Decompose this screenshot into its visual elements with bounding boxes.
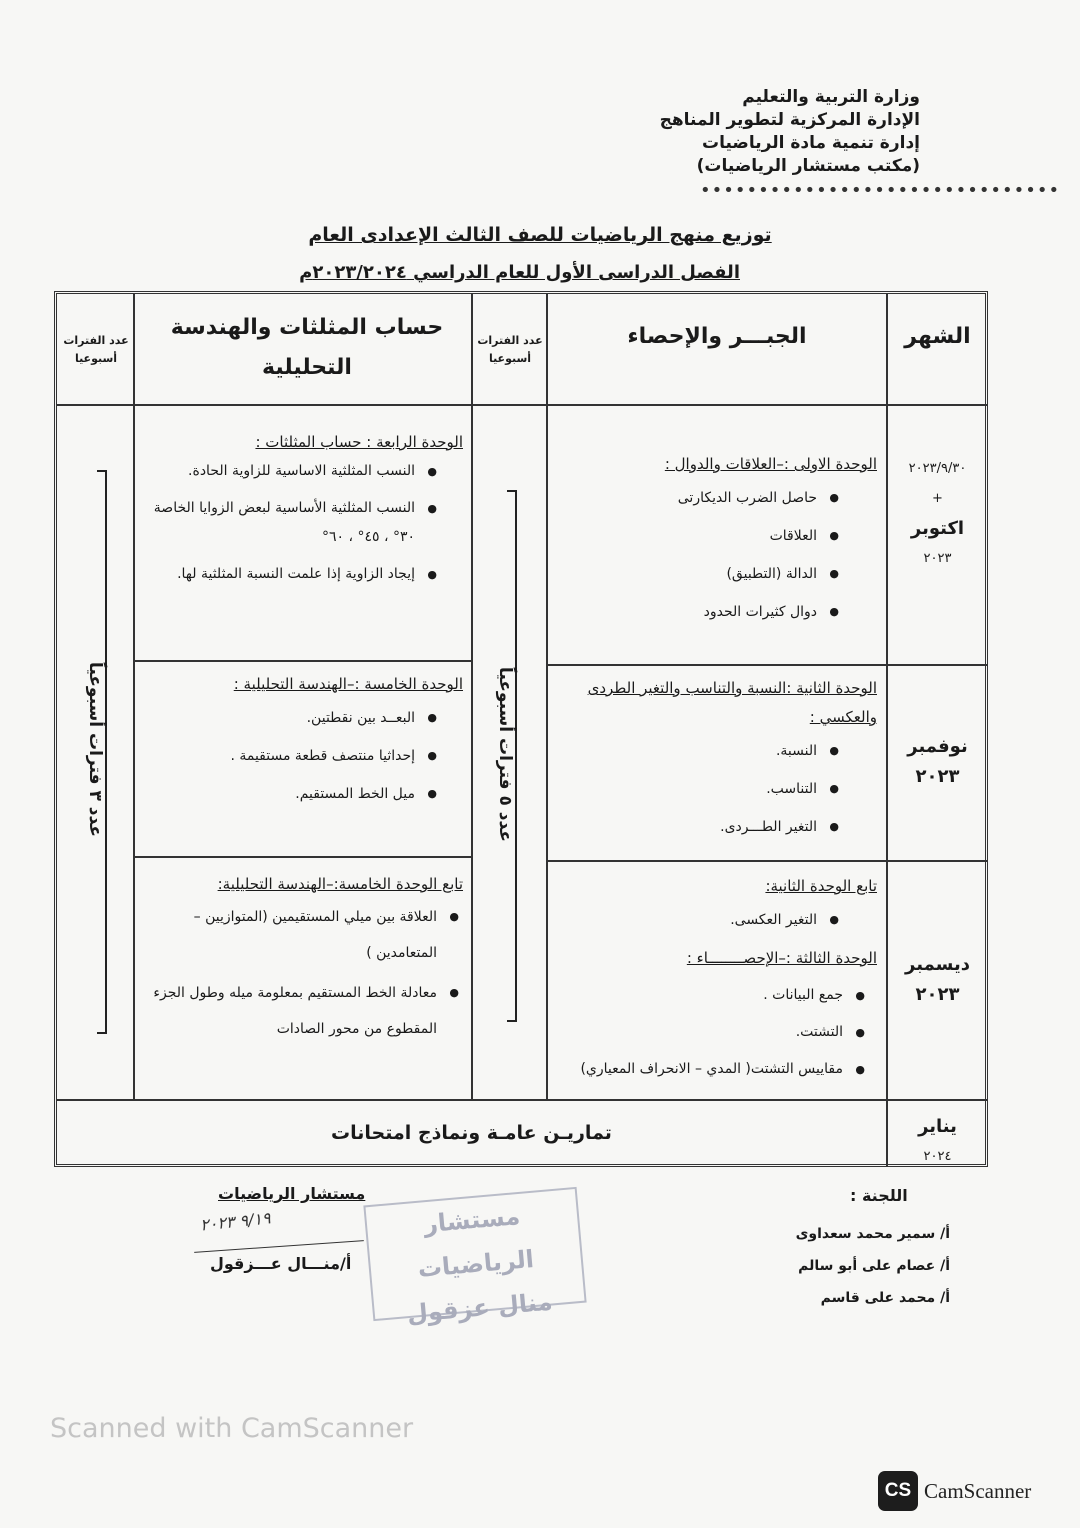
weeks-geometry: عدد ٣ فترات أسبوعياً [85,661,105,837]
unit-title-2: الوحدة الثالثة :–الإحصــــــــاء : [686,949,877,967]
geometry-unit-5-cont [141,870,463,1047]
list-item: ● دوال كثيرات الحدود [557,593,817,631]
alg-row-divider-1 [546,664,987,666]
divider-weeks-alg [471,294,473,1099]
curriculum-table [54,291,988,1167]
month-name: ديسمبر [905,954,970,975]
unit-title: الوحدة الثانية :النسبة والتناسب والتغير الطردى والعكسي : [587,679,877,726]
list-item: ● العلاقات [557,517,817,555]
month-year: ٢٠٢٣ [915,766,960,787]
ministry-line: وزارة التربية والتعليم [742,87,920,107]
ministry-line: (مكتب مستشار الرياضيات) [696,156,920,176]
ministry-header [659,86,920,178]
official-stamp [363,1187,586,1329]
geo-row-divider-1 [133,660,471,662]
list-item: ● النسب المثلثية الأساسية لبعض الزوايا الخاصة ٣٠° ، ٤٥° ، ٦٠° [141,494,415,552]
camscanner-logo [878,1471,1031,1511]
ministry-line: إدارة تنمية مادة الرياضيات [702,133,920,153]
camscanner-icon: CS [878,1471,918,1511]
signature-stroke [194,1240,364,1253]
list-item: ● حاصل الضرب الديكارتى [557,479,817,517]
list-item: ● العلاقة بين ميلي المستقيمين (المتوازيين – المتعامدين ) [141,899,437,971]
unit-title: الوحدة الاولى :–العلاقات والدوال : [664,455,877,473]
committee-title: اللجنة : [850,1186,908,1205]
list-item: ● إيجاد الزاوية إذا علمت النسبة المثلثية لها. [141,560,415,589]
unit-title: تابع الوحدة الخامسة:–الهندسة التحليلية: [217,875,463,893]
list-item: ● إحداثيا منتصف قطعة مستقيمة . [141,737,415,775]
dotted-divider: ••••••••••••••••••••••••••••••• [700,180,1061,201]
divider-geometry [133,294,135,1099]
list-item: ● الدالة (التطبيق) [557,555,817,593]
committee-member: أ/ عصام على أبو سالم [798,1258,950,1274]
advisor-title: مستشار الرياضيات [218,1184,366,1203]
month-date: ٢٠٢٣/٩/٣٠ [908,461,967,476]
camscanner-name: CamScanner [924,1478,1032,1503]
advisor-name: أ/منـــال عـــزقول [210,1254,352,1273]
header-divider [57,404,987,406]
header-weeks-geometry: عدد الفترات أسبوعيا [63,334,129,365]
jan-divider [57,1099,987,1101]
stamp-line: منال عزقول [405,1287,554,1329]
algebra-unit-3 [557,872,877,1088]
month-october [888,454,987,574]
month-name: نوفمبر [907,736,968,757]
month-plus: + [932,491,943,506]
month-year: ٢٠٢٤ [923,1149,952,1164]
unit-title: الوحدة الرابعة : حساب المثلثات : [255,433,463,451]
handwritten-signature: ٩/١٩ ٢٠٢٣ [199,1208,272,1235]
geometry-unit-4 [141,428,463,589]
scanner-watermark: Scanned with CamScanner [50,1413,414,1444]
geometry-unit-5 [141,670,463,813]
list-item: ● التشتت. [557,1014,843,1051]
committee-member: أ/ سمير محمد سعداوى [795,1226,950,1242]
january-content: تماريـن عامـة ونماذج امتحانات [331,1122,612,1144]
geo-row-divider-2 [133,856,471,858]
month-year: ٢٠٢٣ [915,984,960,1005]
list-item: ● النسبة. [557,732,817,770]
document-subtitle: الفصل الدراسى الأول للعام الدراسي ٢٠٢٣/٢٠٢٤م [299,262,740,283]
ministry-line: الإدارة المركزية لتطوير المناهج [659,110,920,130]
month-november [888,732,987,792]
alg-row-divider-2 [546,860,987,862]
divider-algebra [546,294,548,1099]
algebra-unit-2 [557,674,877,846]
document-title: توزيع منهج الرياضيات للصف الثالث الإعدادى العام [308,224,772,246]
list-item: ● البعــد بين نقطتين. [141,699,415,737]
list-item: ● التغير الطـــردى. [557,808,817,846]
unit-title: الوحدة الخامسة :–الهندسة التحليلية : [233,675,463,693]
month-january [888,1112,987,1172]
list-item: ● التغير العكسى. [557,901,817,939]
list-item: ● معادلة الخط المستقيم بمعلومة ميله وطول الجزء المقطوع من محور الصادات [141,975,437,1047]
month-year: ٢٠٢٣ [923,551,952,566]
header-algebra: الجبـــر والإحصاء [627,324,807,349]
list-item: ● مقاييس التشتت( المدي – الانحراف المعياري) [557,1051,843,1088]
weeks-algebra: عدد ٥ فترات أسبوعياً [495,666,515,842]
list-item: ● التناسب. [557,770,817,808]
algebra-unit-1 [557,450,877,631]
month-december [888,950,987,1010]
header-geometry: حساب المثلثات والهندسة التحليلية [170,315,444,380]
month-name: اكتوبر [910,518,965,539]
list-item: ● ميل الخط المستقيم. [141,775,415,813]
committee-list [740,1218,950,1314]
header-weeks-algebra: عدد الفترات أسبوعيا [477,334,543,365]
header-month: الشهر [904,324,971,349]
list-item: ● النسب المثلثية الاساسية للزاوية الحادة. [141,457,415,486]
committee-member: أ/ محمد على قاسم [820,1290,950,1306]
unit-title: تابع الوحدة الثانية: [765,877,877,895]
month-name: يناير [918,1116,957,1137]
stamp-line: مستشار الرياضيات [416,1201,536,1283]
list-item: ● جمع البيانات . [557,977,843,1014]
